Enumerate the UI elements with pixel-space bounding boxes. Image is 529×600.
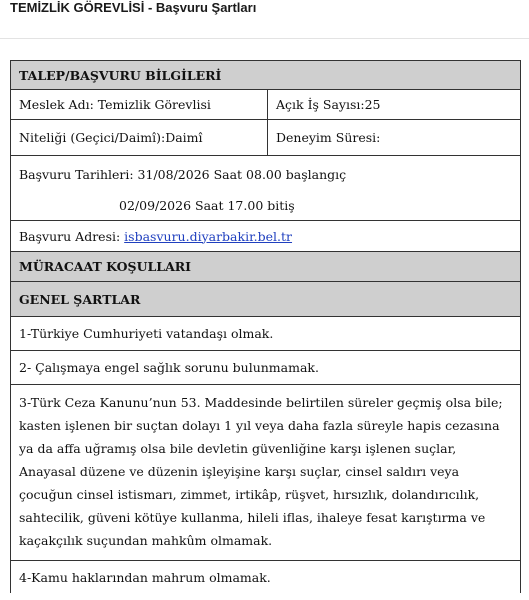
- application-dates-start: Başvuru Tarihleri: 31/08/2026 Saat 08.00 başlangıç: [19, 167, 347, 182]
- page-title: TEMİZLİK GÖREVLİSİ - Başvuru Şartları: [10, 0, 257, 15]
- condition-item-1: 1-Türkiye Cumhuriyeti vatandaşı olmak.: [11, 317, 521, 351]
- application-address-link[interactable]: isbasvuru.diyarbakir.bel.tr: [124, 228, 293, 244]
- general-conditions-header: GENEL ŞARTLAR: [11, 282, 521, 317]
- application-dates-end: 02/09/2026 Saat 17.00 bitiş: [119, 198, 295, 213]
- condition-item-2: 2- Çalışmaya engel sağlık sorunu bulunmamak.: [11, 351, 521, 385]
- application-address-cell: [11, 221, 521, 252]
- address-label: Başvuru Adresi:: [19, 228, 125, 244]
- occupation-name: Meslek Adı: Temizlik Görevlisi: [11, 90, 268, 119]
- requirements-table: [10, 60, 521, 593]
- title-divider: [0, 38, 529, 39]
- experience-duration: Deneyim Süresi:: [276, 130, 381, 145]
- condition-item-4: 4-Kamu haklarından mahrum olmamak.: [11, 561, 521, 593]
- application-info-header: TALEP/BAŞVURU BİLGİLERİ: [11, 61, 521, 90]
- openings-count: Açık İş Sayısı:25: [276, 97, 381, 112]
- application-dates-cell: [11, 156, 521, 221]
- occupation-row: [11, 90, 521, 120]
- nature-row: [11, 120, 521, 156]
- conditions-header: MÜRACAAT KOŞULLARI: [11, 252, 521, 282]
- condition-item-3: 3-Türk Ceza Kanunu’nun 53. Maddesinde belirtilen süreler geçmiş olsa bile; kasten işlenen bir suçtan dolayı 1 yıl veya daha fazla süreyle hapis cezasına ya da affa uğramış olsa bile devletin güvenliğine karşı işlenen suçlar, Anayasal düzene ve düzenin işleyişine karşı suçlar, cinsel saldırı veya çocuğun cinsel istismarı, zimmet, irtikâp, rüşvet, hırsızlık, dolandırıcılık, sahtecilik, güveni kötüye kullanma, hileli iflas, ihaleye fesat karıştırma ve kaçakçılık suçundan mahkûm olmamak.: [11, 385, 521, 561]
- position-nature: Niteliği (Geçici/Daimî):Daimî: [11, 120, 268, 155]
